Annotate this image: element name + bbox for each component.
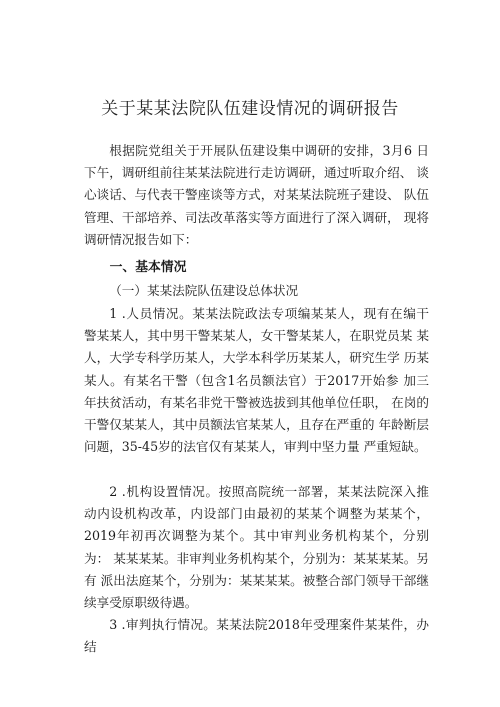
item-organization-paragraph: 2 .机构设置情况。按照高院统一部署，某某法院深入推 动内设机构改革，内设部门由最初的某某个调整为某某个， 2019年初再次调整为某个。其中审判业务机构某个，分别为： 某某某某。非审判业务机构某个，分别为：某某某某。另有 派出法庭某个，分别为：某某某某。被整合部门领导干部继 续享受原职级待遇。 — [84, 484, 429, 611]
document-title: 关于某某法院队伍建设情况的调研报告 — [101, 99, 399, 119]
item-personnel-paragraph: 1 .人员情况。某某法院政法专项编某某人，现有在编干 警某某人，其中男干警某某人，女干警某某人，在职党员某 某人，大学专科学历某人，大学本科学历某某人，研究生学 历某某人。有某名干警（包含1名员额法官）于2017开始参 加三年扶贫活动，有某名非党干警被选拔到其他单位任职， 在岗的干警仅某某人，其中员额法官某某人，且存在严重的 年龄断层问题，35-45岁的法官仅有某某人，审判中坚力量 严重短缺。 — [84, 306, 429, 455]
section-heading-basic-situation: 一、基本情况 — [109, 260, 187, 275]
subsection-heading-overall-status: （一）某某法院队伍建设总体状况 — [109, 283, 299, 298]
item-trial-execution-paragraph: 3 .审判执行情况。某某法院2018年受理案件某某件，办 结 — [84, 617, 429, 655]
intro-paragraph: 根据院党组关于开展队伍建设集中调研的安排，3月6 日下午，调研组前往某某法院进行走访调研，通过听取介绍、 谈心谈话、与代表干警座谈等方式，对某某法院班子建设、 队伍管理、干部培养、司法改革落实等方面进行了深入调研， 现将调研情况报告如下： — [84, 143, 429, 247]
